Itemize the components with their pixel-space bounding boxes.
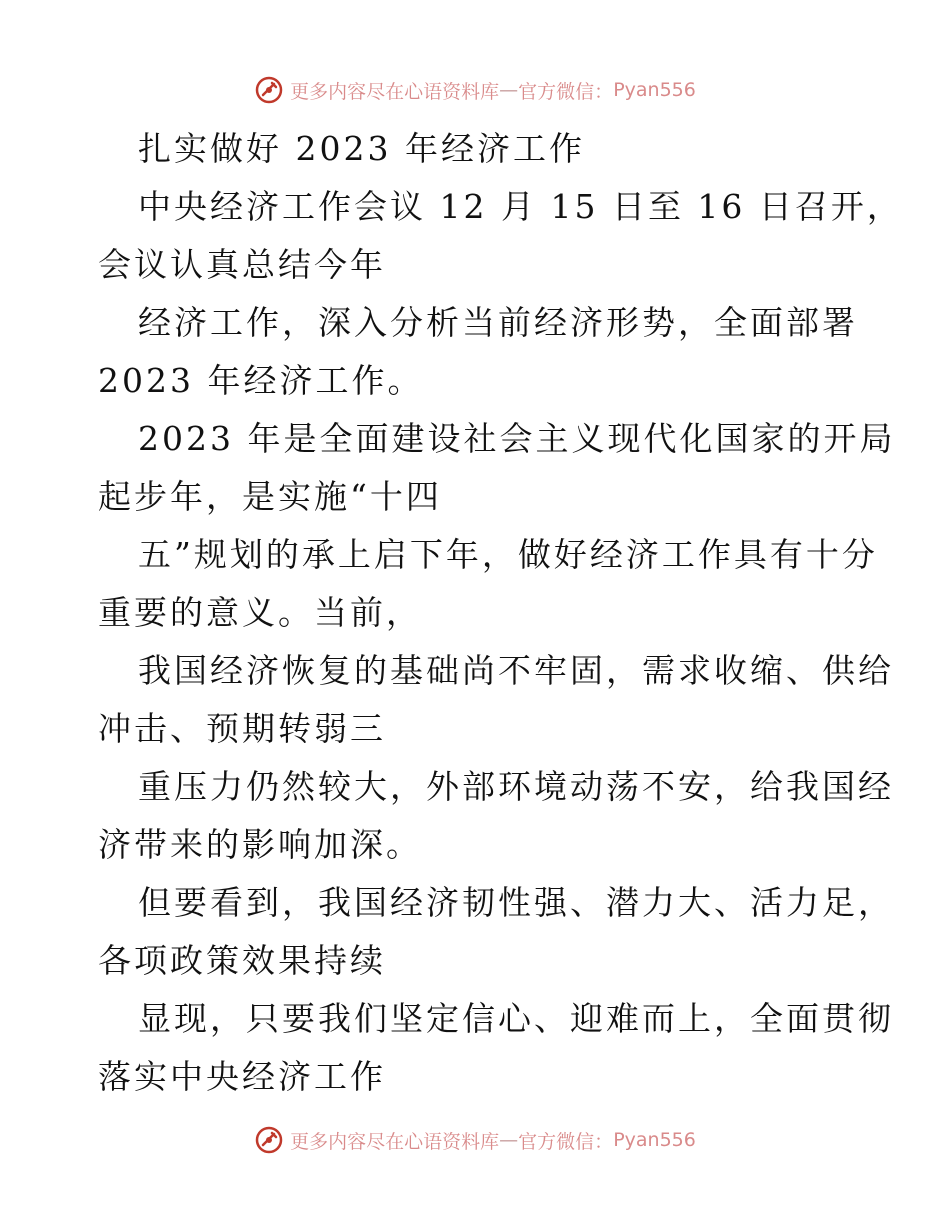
header-watermark xyxy=(0,70,950,110)
paragraph-line: 中央经济工作会议 12 月 15 日至 16 日召开， xyxy=(138,187,903,226)
footer-watermark xyxy=(0,1120,950,1160)
paragraph-line: 重要的意义。当前， xyxy=(98,593,422,632)
watermark-suffix: 官方微信： xyxy=(518,80,614,103)
watermark-suffix: 官方微信： xyxy=(518,1130,614,1153)
paragraph-line: 显现，只要我们坚定信心、迎难而上，全面贯彻 xyxy=(138,999,894,1038)
paragraph-line: 五”规划的承上启下年，做好经济工作具有十分 xyxy=(138,535,878,574)
paragraph-line: 冲击、预期转弱三 xyxy=(98,709,386,748)
paragraph-line: 落实中央经济工作 xyxy=(98,1057,386,1096)
watermark-separator: — xyxy=(499,79,519,101)
paragraph-line: 济带来的影响加深。 xyxy=(98,825,422,864)
paragraph-line: 经济工作，深入分析当前经济形势，全面部署 xyxy=(138,303,858,342)
document-body xyxy=(98,120,903,1106)
watermark-main-text: 更多内容尽在心语资料库 xyxy=(290,80,500,103)
brand-logo-icon xyxy=(254,75,284,105)
paragraph-line: 起步年，是实施“十四 xyxy=(98,477,442,516)
paragraph-line: 我国经济恢复的基础尚不牢固，需求收缩、供给 xyxy=(138,651,894,690)
paragraph-line: 2023 年经济工作。 xyxy=(98,361,424,400)
watermark-id: Pyan556 xyxy=(613,1129,696,1151)
watermark-main-text: 更多内容尽在心语资料库 xyxy=(290,1130,500,1153)
document-title: 扎实做好 2023 年经济工作 xyxy=(138,129,585,168)
paragraph-line: 各项政策效果持续 xyxy=(98,941,386,980)
paragraph-line: 会议认真总结今年 xyxy=(98,245,386,284)
watermark-id: Pyan556 xyxy=(613,79,696,101)
watermark-separator: — xyxy=(499,1129,519,1151)
brand-logo-icon xyxy=(254,1125,284,1155)
paragraph-line: 2023 年是全面建设社会主义现代化国家的开局 xyxy=(138,419,896,458)
paragraph-line: 但要看到，我国经济韧性强、潜力大、活力足， xyxy=(138,883,894,922)
paragraph-line: 重压力仍然较大，外部环境动荡不安，给我国经 xyxy=(138,767,894,806)
